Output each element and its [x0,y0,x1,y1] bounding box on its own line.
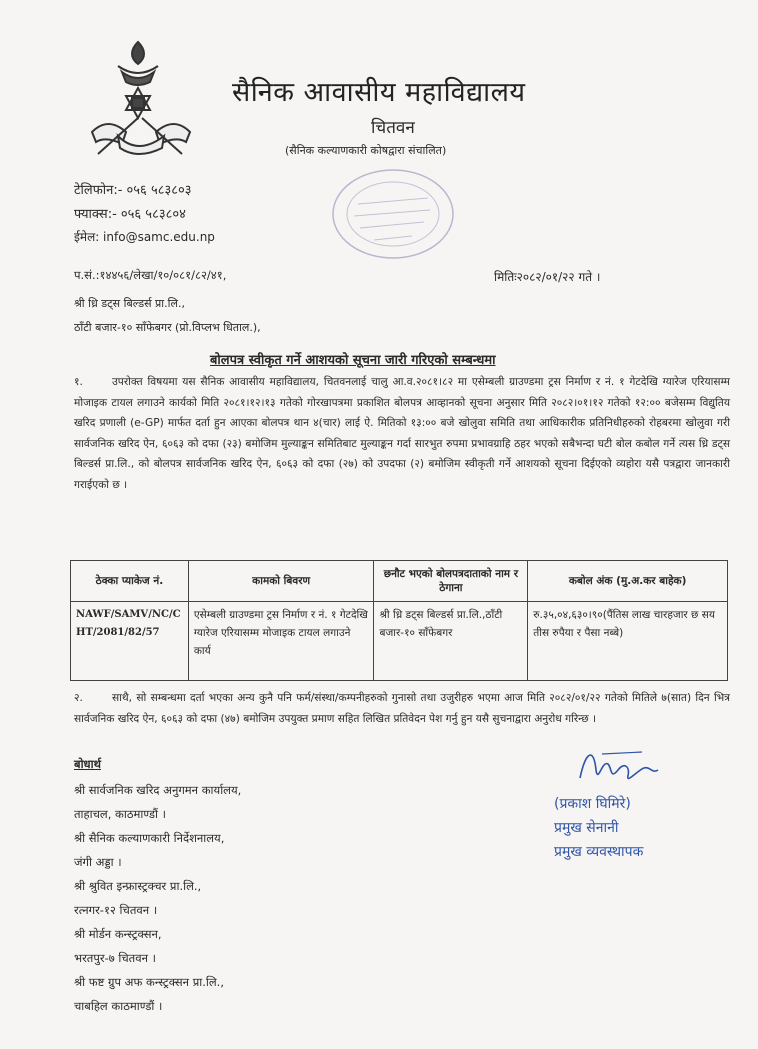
cc-line: रत्नगर-१२ चितवन । [74,903,158,917]
paragraph-2 [74,688,730,729]
cc-line: श्री मोर्डन कन्स्ट्रक्सन, [74,927,162,941]
bid-table [70,560,728,681]
cell-amount: रु.३५,०४,६३०।९०(पैंतिस लाख चारहजार छ सय तीस रुपैया र पैसा नब्बे) [528,602,728,681]
table-row [71,602,728,681]
cc-line: श्री सैनिक कल्याणकारी निर्देशनालय, [74,831,225,845]
reference-number: प.सं.:१४४५६/लेखा/१०/०८१/८२/४१, [74,268,227,282]
signatory-rank: प्रमुख सेनानी [554,820,619,836]
letter-date: मितिः२०८२/०१/२२ गते । [494,270,601,284]
fax-line: फ्याक्स:- ०५६ ५८३८०४ [74,207,186,222]
paragraph-1-text: उपरोक्त विषयमा यस सैनिक आवासीय महाविद्यालय, चितवनलाई चालु आ.व.२०८१।८२ मा एसेम्बली ग्राउण्डमा ट्रस निर्माण र नं. १ गेटदेखि ग्यारेज एरियासम्म मोजाइक टायल लगाउने कार्यको मिति २०८१।१२।१३ गतेको गोरखापत्रमा प्रकाशित बोलपत्र आव्हानको सूचना अनुसार मिति २०८२।०१।१२ गतेको १२:०० बजेसम्म विद्युतिय खरिद प्रणाली (e-GP) मार्फत दर्ता हुन आएका बोलपत्र थान ४(चार) लाई ऐ. मितिको १३:०० बजे खोलुवा समिति तथा आधिकारीक प्रतिनिधीहरुको रोहबरमा खोलुवा गरी सार्वजनिक खरिद ऐन, ६०६३ को दफा (२३) बमोजिम मुल्याङ्कन समितिबाट मुल्याङ्कन गर्दा सारभुत रुपमा प्रभावग्राहि ठहर भएको सबैभन्दा घटी बोल कबोल गर्ने त्यस ध्रि डट्स बिल्डर्स प्रा.लि., को बोलपत्र सार्वजनिक खरिद ऐन, ६०६३ को दफा (२७) को उपदफा (२) बमोजिम स्वीकृती गर्ने आशयको सूचना दिईएको व्यहोरा यसै पत्रद्वारा जानकारी गराईएको छ । [74,376,730,491]
header-package: ठेक्का प्याकेज नं. [71,561,189,602]
cc-line: भरतपुर-७ चितवन । [74,951,156,965]
college-emblem-logo [78,36,204,160]
cell-package: NAWF/SAMV/NC/CHT/2081/82/57 [71,602,189,681]
college-location: चितवन [371,118,415,138]
cell-bidder: श्री ध्रि डट्स बिल्डर्स प्रा.लि.,ठाँटी बजार-१० साँफेबगर [374,602,528,681]
cell-description: एसेम्बली ग्राउण्डमा ट्रस निर्माण र नं. १ गेटदेखि ग्यारेज एरियासम्म मोजाइक टायल लगाउने कार्य [188,602,374,681]
paragraph-2-number: २. [74,692,83,704]
email-line: ईमेल: info@samc.edu.np [74,230,215,244]
letter-subject: बोलपत्र स्वीकृत गर्ने आशयको सूचना जारी गरिएको सम्बन्धमा [210,353,496,368]
header-description: कामको बिवरण [188,561,374,602]
table-header-row [71,561,728,602]
paragraph-1-number: १. [74,376,83,388]
signatory-name: (प्रकाश घिमिरे) [554,796,631,812]
signatory-position: प्रमुख व्यवस्थापक [554,844,644,860]
header-bidder: छनौट भएको बोलपत्रदाताको नाम र ठेगाना [374,561,528,602]
recipient-line-2: ठाँटी बजार-१० साँफेबगर (प्रो.विप्लभ धिताल.), [74,321,261,334]
paragraph-2-text: साथै, सो सम्बन्धमा दर्ता भएका अन्य कुनै पनि फर्म/संस्था/कम्पनीहरुको गुनासो तथा उजुरीहरु भएमा आज मिति २०८२/०१/२२ गतेको मितिले ७(सात) दिन भित्र सार्वजनिक खरिद ऐन, ६०६३ को दफा (४७) बमोजिम उपयुक्त प्रमाण सहित लिखित प्रतिवेदन पेश गर्नु हुन यसै सुचनाद्वारा अनुरोध गरिन्छ । [74,692,730,725]
handwritten-signature [572,740,662,790]
recipient-line-1: श्री ध्रि डट्स बिल्डर्स प्रा.लि., [74,297,185,310]
cc-line: श्री फष्ट ग्रुप अफ कन्स्ट्रक्सन प्रा.लि., [74,975,224,989]
office-stamp [318,160,468,268]
paragraph-1 [74,372,730,496]
cc-heading: बोधार्थ [74,757,101,771]
college-title: सैनिक आवासीय महाविद्यालय [232,77,526,108]
header-amount: कबोल अंक (मु.अ.कर बाहेक) [528,561,728,602]
telephone-line: टेलिफोन:- ०५६ ५८३८०३ [74,183,192,198]
cc-line: जंगी अड्डा । [74,855,122,869]
cc-line: श्री श्रुवित इन्फ्रास्ट्रक्चर प्रा.लि., [74,879,202,893]
cc-line: ताहाचल, काठमाण्डौं । [74,807,166,821]
cc-line: चाबहिल काठमाण्डौं । [74,999,163,1013]
cc-line: श्री सार्वजनिक खरिद अनुगमन कार्यालय, [74,783,242,797]
college-subtitle: (सैनिक कल्याणकारी कोषद्वारा संचालित) [285,144,447,157]
